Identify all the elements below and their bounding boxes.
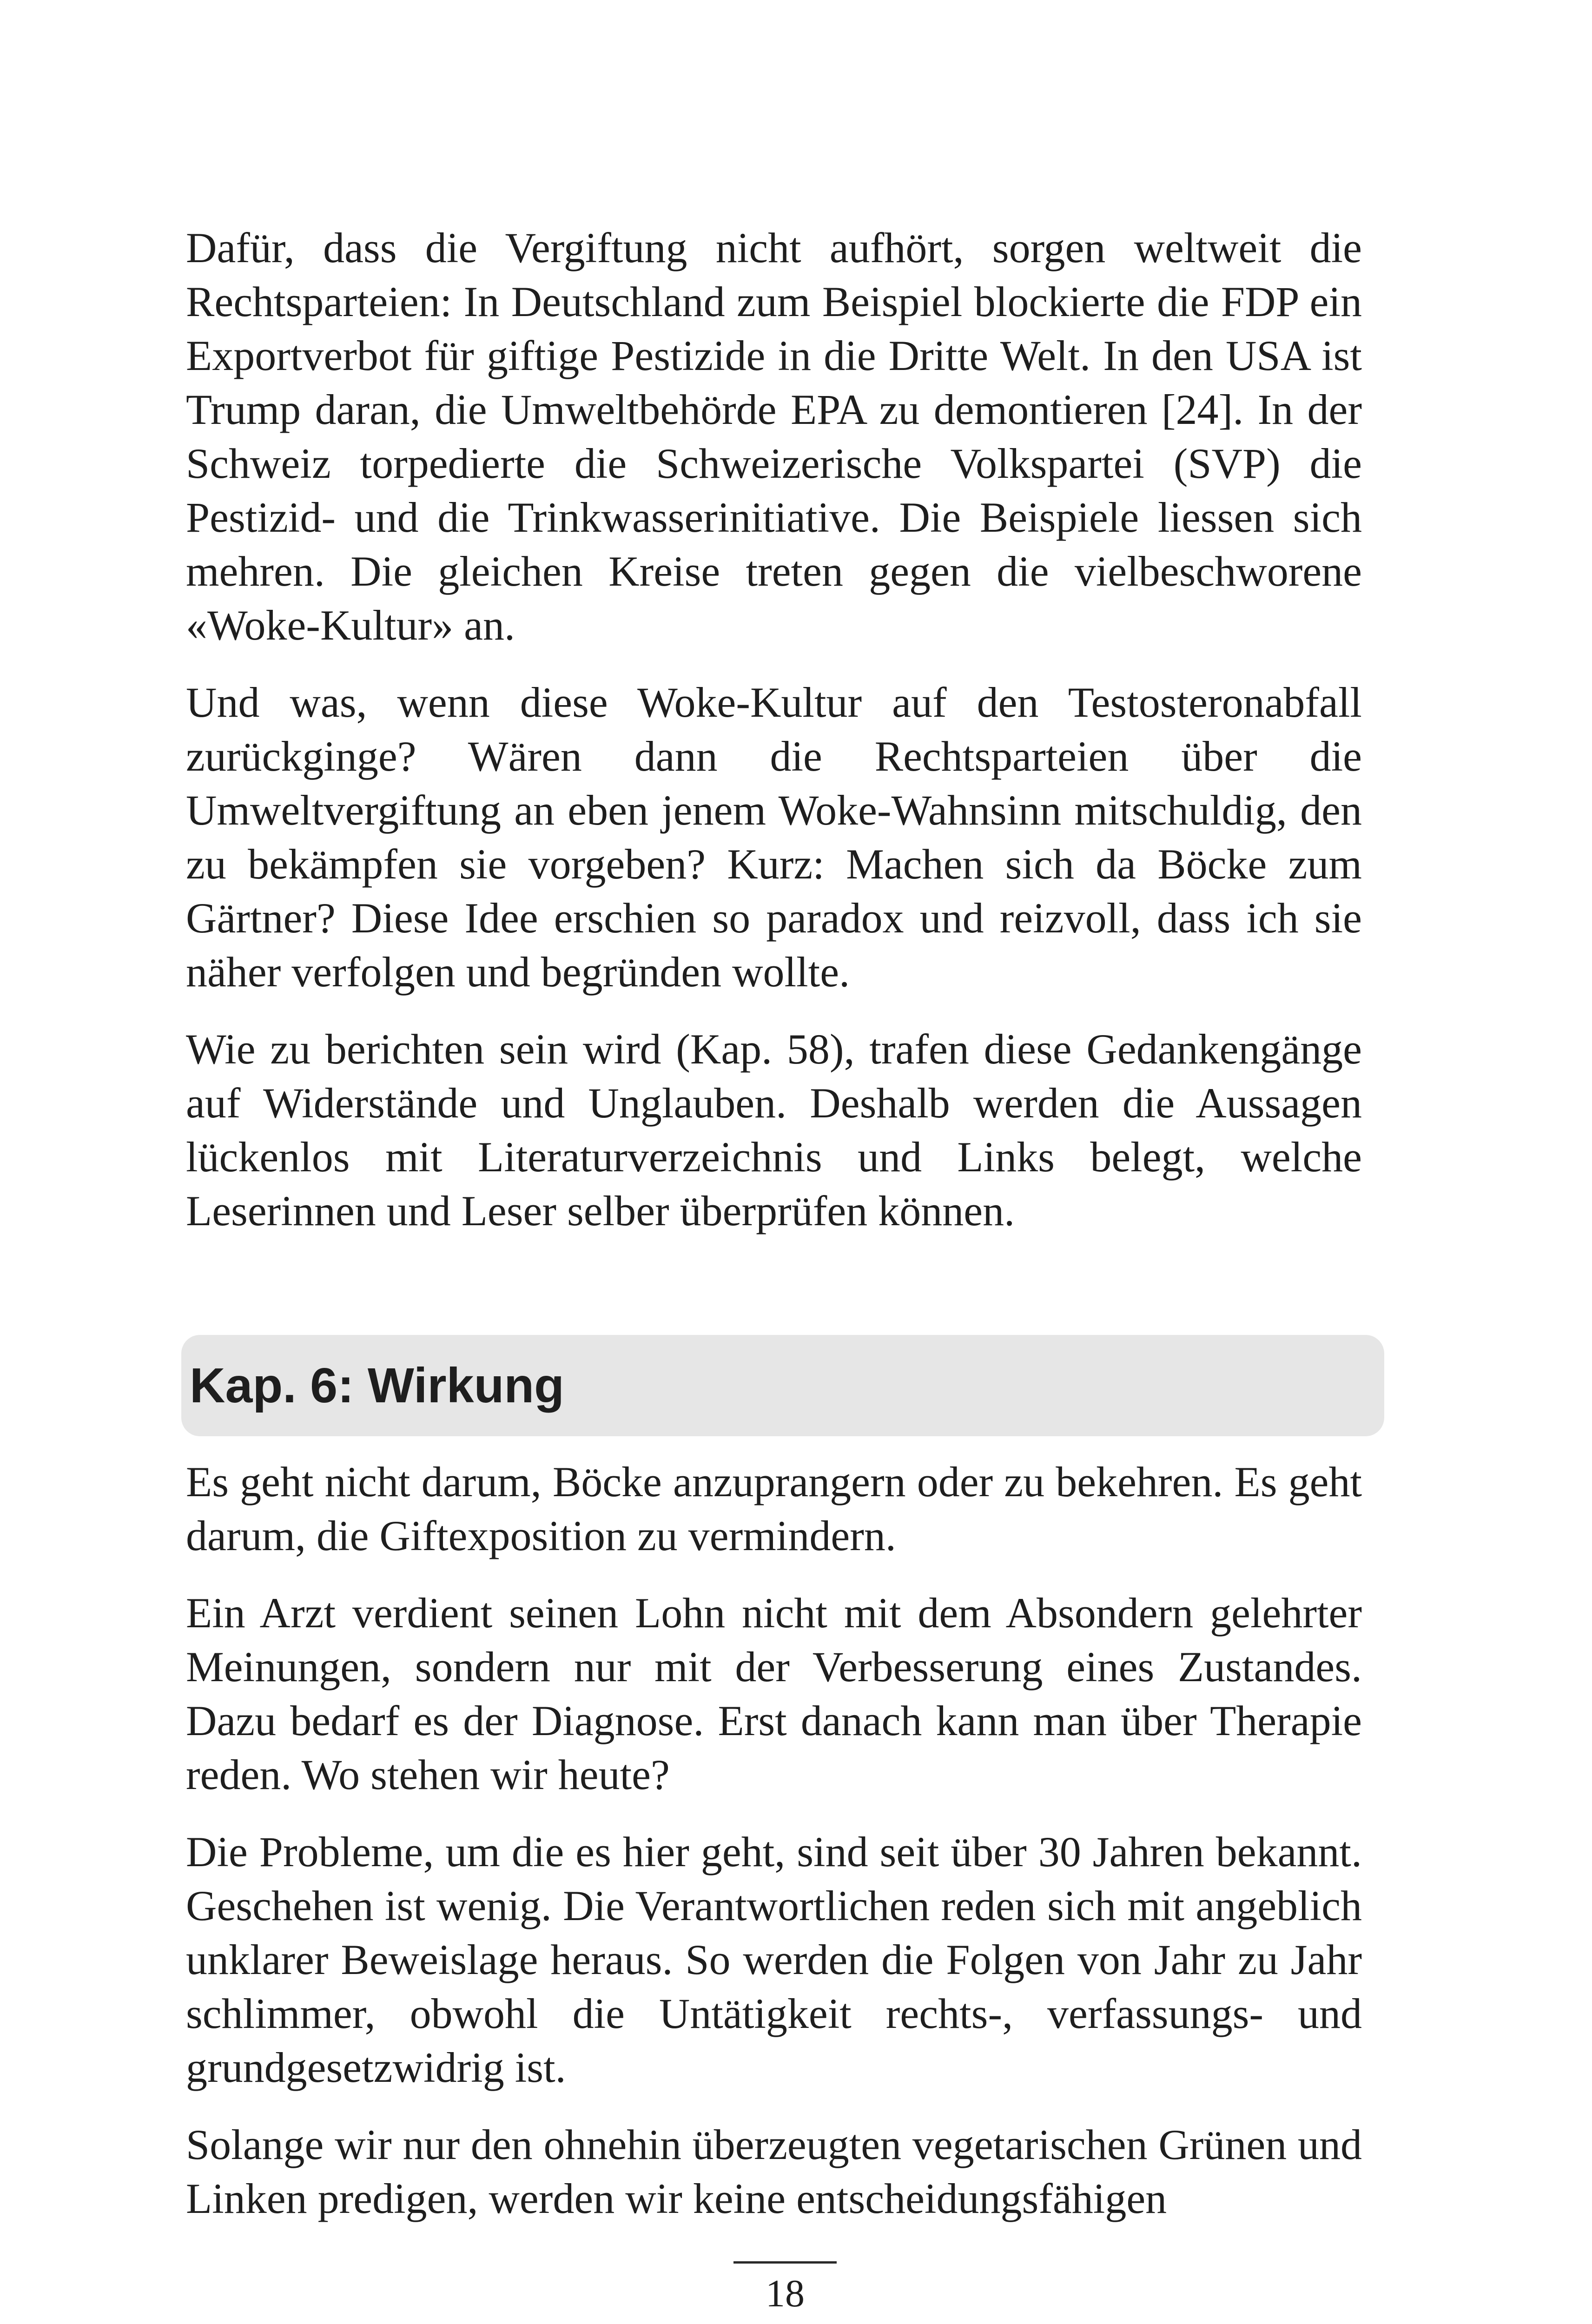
paragraph: Ein Arzt verdient seinen Lohn nicht mit dem Absondern gelehrter Meinungen, sondern nur mit der Verbesserung eines Zustandes. Dazu bedarf es der Diagnose. Erst danach kann man über Therapie reden. Wo stehen wir heute? xyxy=(186,1589,1362,1798)
paragraph: Es geht nicht darum, Böcke anzuprangern oder zu bekehren. Es geht darum, die Giftexposition zu vermindern. xyxy=(186,1458,1362,1559)
chapter-title: Kap. 6: Wirkung xyxy=(190,1358,564,1413)
paragraph: Dafür, dass die Vergiftung nicht aufhört, sorgen weltweit die Rechtsparteien: In Deutschland zum Beispiel blockierte die FDP ein Exportverbot für giftige Pestizide in die Dritte Welt. In den USA ist Trump daran, die Umweltbehörde EPA zu demontieren [24]. In der Schweiz torpedierte die Schweizerische Volkspartei (SVP) die Pestizid- und die Trinkwasserinitiative. Die Beispiele liessen sich mehren. Die gleichen Kreise treten gegen die vielbeschworene «Woke-Kultur» an. xyxy=(186,224,1362,649)
paragraph: Und was, wenn diese Woke-Kultur auf den Testosteronabfall zurückginge? Wären dann die Rechtsparteien über die Umweltvergiftung an eben jenem Woke-Wahnsinn mitschuldig, den zu bekämpfen sie vorgeben? Kurz: Machen sich da Böcke zum Gärtner? Diese Idee erschien so paradox und reizvoll, dass ich sie näher verfolgen und begründen wollte. xyxy=(186,679,1362,996)
chapter-heading-box xyxy=(181,1335,1384,1436)
paragraph: Solange wir nur den ohnehin überzeugten vegetarischen Grünen und Linken predigen, werden wir keine entscheidungsfähigen xyxy=(186,2121,1362,2222)
paragraph: Die Probleme, um die es hier geht, sind seit über 30 Jahren bekannt. Geschehen ist wenig. Die Verantwortlichen reden sich mit angeblich unklarer Beweislage heraus. So werden die Folgen von Jahr zu Jahr schlimmer, obwohl die Untätigkeit rechts-, verfassungs- und grundgesetzwidrig ist. xyxy=(186,1828,1362,2091)
paragraph: Wie zu berichten sein wird (Kap. 58), trafen diese Gedankengänge auf Widerstände und Unglauben. Deshalb werden die Aussagen lückenlos mit Literaturverzeichnis und Links belegt, welche Leserinnen und Leser selber überprüfen können. xyxy=(186,1025,1362,1235)
footer-divider xyxy=(733,2261,837,2264)
body-text-bottom xyxy=(186,1455,1362,2225)
page-number: 18 xyxy=(766,2272,805,2315)
body-text-top xyxy=(186,221,1362,1238)
